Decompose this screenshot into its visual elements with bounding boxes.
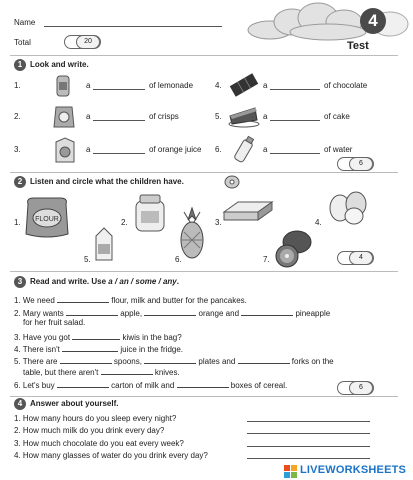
total-score-value: 20 [76, 35, 100, 49]
section1-score-box [337, 157, 374, 171]
picture4-number: 4. [315, 218, 322, 227]
section2-score-box [337, 251, 374, 265]
milk-carton-icon [92, 226, 116, 262]
butter-icon [222, 198, 274, 222]
picture5-number: 5. [84, 255, 91, 264]
item6-phrase: of water [324, 145, 353, 154]
sentence1 [14, 294, 247, 306]
sentence4 [14, 343, 183, 355]
sentence5-blank1[interactable] [60, 355, 112, 364]
item2-phrase: of crisps [149, 112, 179, 121]
item6-article: a [263, 145, 268, 154]
answer4-field[interactable] [247, 458, 370, 459]
item4-phrase: of chocolate [324, 81, 368, 90]
sentence5-part4: forks on the [291, 357, 334, 366]
section4-title: Answer about yourself. [30, 399, 119, 408]
test-label: Test [347, 40, 369, 52]
total-label: Total [14, 38, 31, 47]
section2-badge: 2 [14, 176, 26, 188]
section3-title [30, 276, 179, 288]
picture1-number: 1. [14, 218, 21, 227]
unit-number-badge: 4 [360, 8, 386, 34]
sentence5-blank3[interactable] [238, 355, 290, 364]
item2-answer-field[interactable] [93, 120, 145, 121]
section3-title-options: a / an / some / any [108, 277, 177, 286]
sentence5-start: 5. There are [14, 357, 58, 366]
name-label: Name [14, 18, 36, 27]
sentence1-blank[interactable] [57, 294, 109, 303]
section2-title: Listen and circle what the children have. [30, 177, 184, 186]
item4-article: a [263, 81, 268, 90]
section1-score-value: 6 [349, 157, 373, 171]
section4-badge: 4 [14, 398, 26, 410]
sentence2-part3: orange and [198, 309, 240, 318]
sentence2-start: 2. Mary wants [14, 309, 64, 318]
section3-badge: 3 [14, 276, 26, 288]
orange-juice-carton-icon [52, 136, 78, 164]
question3: 3. How much chocolate do you eat every week? [14, 439, 184, 448]
sentence4-start: 4. There isn't [14, 345, 60, 354]
sentence5-part2: spoons, [113, 357, 142, 366]
crisps-bag-icon [52, 104, 76, 130]
item1-phrase: of lemonade [149, 81, 194, 90]
section-divider [10, 172, 398, 173]
cd-icon [224, 175, 240, 189]
flour-bag-icon [22, 194, 72, 240]
item3-article: a [86, 145, 91, 154]
picture2-number: 2. [121, 218, 128, 227]
item3-phrase: of orange juice [149, 145, 202, 154]
item3-answer-field[interactable] [93, 153, 145, 154]
picture3-number: 3. [215, 218, 222, 227]
sentence1-start: 1. We need [14, 296, 55, 305]
chocolate-bar-icon [227, 72, 261, 98]
item4-number: 4. [215, 81, 222, 90]
sentence2-part2: apple, [120, 309, 143, 318]
sentence4-end: juice in the fridge. [120, 345, 184, 354]
answer1-field[interactable] [247, 421, 370, 422]
sugar-jar-icon [132, 193, 168, 233]
picture7-number: 7. [263, 255, 270, 264]
sentence2-blank3[interactable] [241, 307, 293, 316]
sentence6 [14, 379, 287, 391]
section3-title-suffix: . [176, 277, 179, 286]
item2-number: 2. [14, 112, 21, 121]
sentence3-blank[interactable] [72, 331, 120, 340]
sentence6-end: boxes of cereal. [230, 381, 288, 390]
sentence3 [14, 331, 182, 343]
eggs-icon [326, 190, 370, 226]
item5-number: 5. [215, 112, 222, 121]
sentence2-blank1[interactable] [66, 307, 118, 316]
sentence2-part4: pineapple [295, 309, 331, 318]
section2-score-value: 4 [349, 251, 373, 265]
item3-number: 3. [14, 145, 21, 154]
kiwis-icon [271, 228, 315, 270]
item6-number: 6. [215, 145, 222, 154]
question2: 2. How much milk do you drink every day? [14, 426, 165, 435]
item6-answer-field[interactable] [270, 153, 320, 154]
pineapple-icon [176, 206, 208, 262]
section1-badge: 1 [14, 59, 26, 71]
sentence3-start: 3. Have you got [14, 333, 71, 342]
section3-score-value: 6 [349, 381, 373, 395]
answer3-field[interactable] [247, 446, 370, 447]
item1-answer-field[interactable] [93, 89, 145, 90]
sentence5-blank4[interactable] [101, 366, 153, 375]
item4-answer-field[interactable] [270, 89, 320, 90]
sentence5-part3: plates and [198, 357, 236, 366]
section3-title-prefix: Read and write. Use [30, 277, 109, 286]
picture6-number: 6. [175, 255, 182, 264]
section-divider [10, 396, 398, 397]
question1: 1. How many hours do you sleep every night? [14, 414, 177, 423]
sentence2-continued: for her fruit salad. [23, 318, 86, 327]
item1-number: 1. [14, 81, 21, 90]
name-field[interactable] [44, 26, 222, 27]
section3-score-box [337, 381, 374, 395]
sentence5-end: knives. [154, 368, 180, 377]
lemonade-bottle-icon [52, 74, 74, 98]
sentence5-blank2[interactable] [144, 355, 196, 364]
liveworksheets-watermark [282, 463, 413, 480]
sentence6-start: 6. Let's buy [14, 381, 55, 390]
item5-article: a [263, 112, 268, 121]
answer2-field[interactable] [247, 433, 370, 434]
flour-label: FLOUR [35, 216, 59, 223]
sentence5-part5: table, but there aren't [23, 368, 99, 377]
section-divider [10, 271, 398, 272]
liveworksheets-logo-icon [284, 465, 298, 478]
item1-article: a [86, 81, 91, 90]
sentence6-blank1[interactable] [57, 379, 109, 388]
item5-phrase: of cake [324, 112, 350, 121]
question4: 4. How many glasses of water do you drink every day? [14, 451, 208, 460]
sentence5-continued [23, 366, 180, 378]
sentence6-blank2[interactable] [177, 379, 229, 388]
sentence6-part2: carton of milk and [111, 381, 175, 390]
liveworksheets-brand: LIVEWORKSHEETS [300, 464, 407, 476]
total-score-box [64, 35, 101, 49]
sentence2-blank2[interactable] [144, 307, 196, 316]
cake-slice-icon [227, 102, 261, 128]
sentence1-end: flour, milk and butter for the pancakes. [111, 296, 247, 305]
item2-article: a [86, 112, 91, 121]
water-bottle-icon [230, 134, 258, 166]
sentence3-end: kiwis in the bag? [122, 333, 182, 342]
section1-title: Look and write. [30, 60, 89, 69]
item5-answer-field[interactable] [270, 120, 320, 121]
section-divider [10, 55, 398, 56]
sentence4-blank[interactable] [62, 343, 118, 352]
